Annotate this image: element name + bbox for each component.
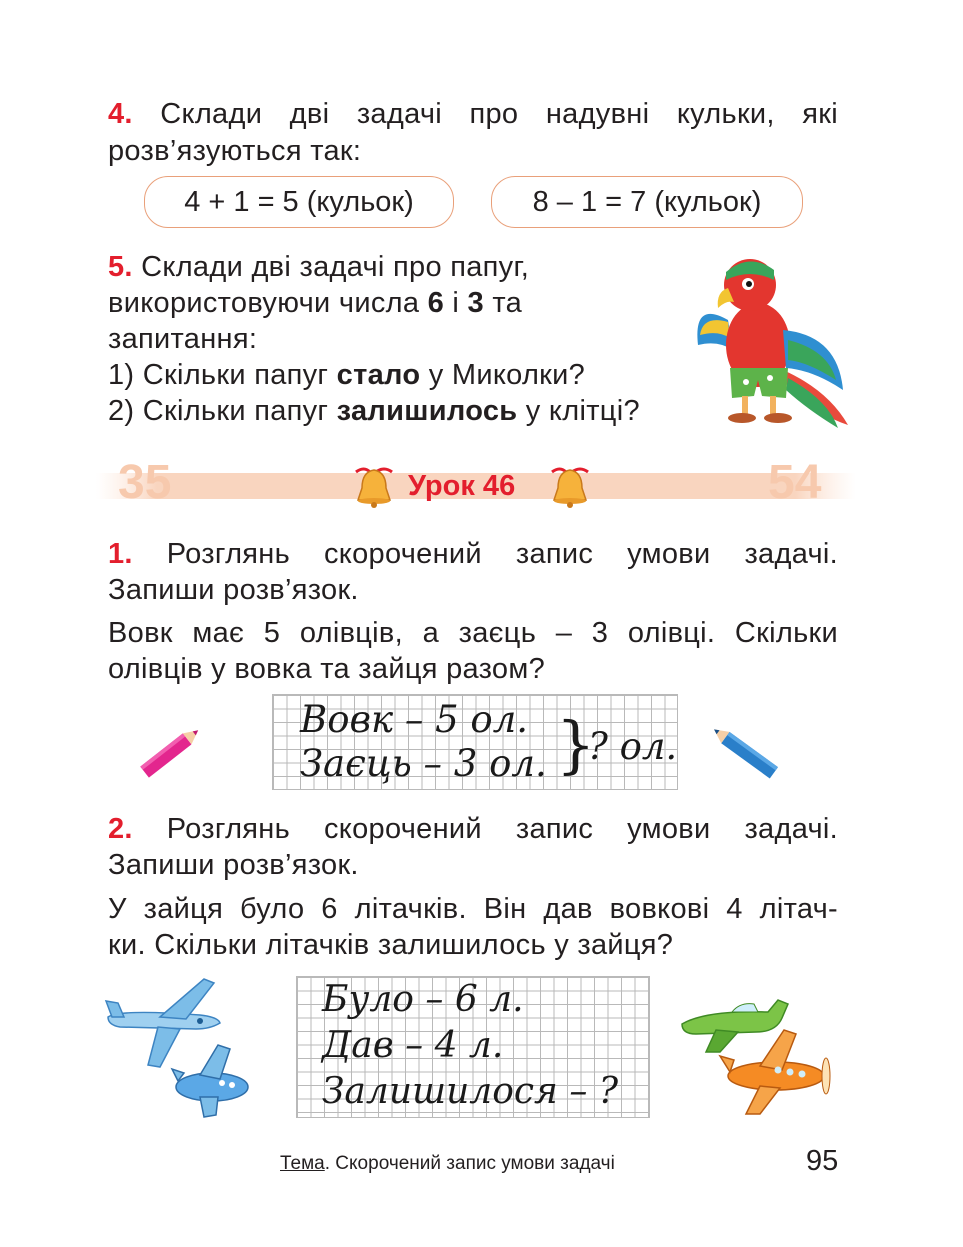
hw-line-2: Заєць – 3 ол. [300,742,547,785]
airplane-blue [100,975,270,1120]
hw-question: ? ол. [588,725,678,768]
task5-line3: запитання: [108,323,258,355]
task5-question1: 1) Скільки папуг стало у Миколки? [108,359,586,391]
airplane-orange [720,1030,830,1114]
l1-line2: Запиши розв’язок. [108,574,359,606]
parrot-illustration [688,250,858,430]
task5-line2: використовуючи числа 6 і 3 та [108,287,523,319]
bell-icon [350,462,398,510]
l2-line2: Запиши розв’язок. [108,849,359,881]
lesson-title: Урок 46 [408,470,516,502]
task4-line2: розв’язуються так: [108,135,362,167]
l2-text1: У зайця було 6 літачків. Він дав вовкові 4 літач- [108,893,838,925]
footer-topic: Тема. Скорочений запис умови задачі [280,1153,615,1174]
hw-line-1: Вовк – 5 ол. [300,698,529,741]
lesson-deco-left: 35 [118,456,172,509]
hw2-line-3: Залишилося – ? [322,1071,619,1112]
l2-text2: ки. Скільки літачків залишилось у зайця? [108,929,674,961]
formula-pill-2: 8 – 1 = 7 (кульок) [491,176,803,228]
l1-line1: 1. Розглянь скорочений запис умови задачі. [108,538,838,570]
task4-line1: 4. Склади дві задачі про надувні кульки, які [108,98,838,130]
task5-question2: 2) Скільки папуг залишилось у клітці? [108,395,640,427]
task5-line1: 5. Склади дві задачі про папуг, [108,251,530,283]
formula-pill-1: 4 + 1 = 5 (кульок) [144,176,454,228]
l1-text1: Вовк має 5 олівців, а заєць – 3 олівці. Скільки [108,617,838,649]
task4-number: 4. [108,98,133,130]
pencil-blue [706,722,790,786]
hw-brace: } [556,708,596,781]
task5-number: 5. [108,251,133,283]
l2-number: 2. [108,813,133,845]
hw2-line-1: Було – 6 л. [322,979,524,1020]
l2-line1: 2. Розглянь скорочений запис умови задачі. [108,813,838,845]
airplane-green [682,1000,788,1052]
lesson-deco-right: 54 [768,456,822,509]
l1-text2: олівців у вовка та зайця разом? [108,653,545,685]
l1-number: 1. [108,538,133,570]
airplane-green-orange [676,990,846,1120]
hw2-line-2: Дав – 4 л. [322,1025,504,1066]
pencil-pink [134,720,210,784]
bell-icon [546,462,594,510]
page-number: 95 [806,1145,839,1177]
